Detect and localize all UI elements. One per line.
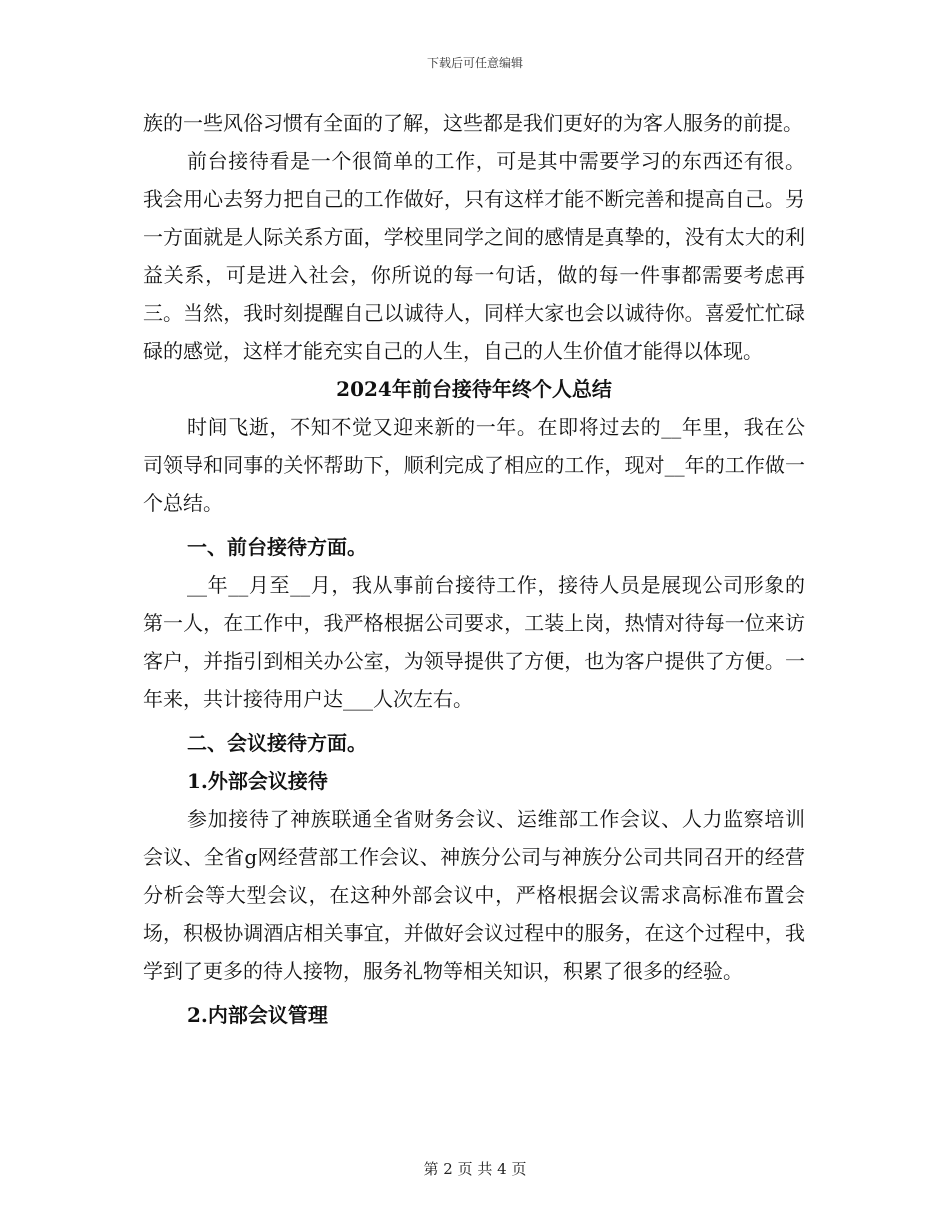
document-body <box>143 104 805 1034</box>
page-header: 下载后可任意编辑 <box>426 56 523 70</box>
paragraph-reception-work: 前台接待看是一个很简单的工作，可是其中需要学习的东西还有很。我会用心去努力把自己的工作做好，只有这样才能不断完善和提高自己。另一方面就是人际关系方面，学校里同学之间的感情是真挚的，没有太大的利益关系，可是进入社会，你所说的每一句话，做的每一件事都需要考虑再三。当然，我时刻提醒自己以诚待人，同样大家也会以诚待你。喜爱忙忙碌碌的感觉，这样才能充实自己的人生，自己的人生价值才能得以体现。 <box>143 149 805 363</box>
paragraph-intro: 时间飞逝，不知不觉又迎来新的一年。在即将过去的__年里，我在公司领导和同事的关怀帮助下，顺利完成了相应的工作，现对__年的工作做一个总结。 <box>143 415 805 515</box>
section-heading-meetings: 二、会议接待方面。 <box>187 731 367 755</box>
subsection-heading-internal: 2.内部会议管理 <box>187 1003 328 1027</box>
section-heading-reception: 一、前台接待方面。 <box>187 535 367 559</box>
paragraph-external-meetings: 参加接待了神族联通全省财务会议、运维部工作会议、人力监察培训会议、全省g网经营部工作会议、神族分公司与神族分公司共同召开的经营分析会等大型会议，在这种外部会议中，严格根据会议需求高标准布置会场，积极协调酒店相关事宜，并做好会议过程中的服务，在这个过程中，我学到了更多的待人接物，服务礼物等相关知识，积累了很多的经验。 <box>143 807 805 983</box>
document-title: 2024年前台接待年终个人总结 <box>336 377 612 401</box>
page-footer: 第 2 页 共 4 页 <box>423 1160 527 1178</box>
subsection-heading-external: 1.外部会议接待 <box>187 769 328 793</box>
paragraph-continued: 族的一些风俗习惯有全面的了解，这些都是我们更好的为客人服务的前提。 <box>143 111 803 135</box>
paragraph-reception: __年__月至__月，我从事前台接待工作，接待人员是展现公司形象的第一人，在工作中，我严格根据公司要求，工装上岗，热情对待每一位来访客户，并指引到相关办公室，为领导提供了方便，也为客户提供了方便。一年来，共计接待用户达___人次左右。 <box>143 573 805 711</box>
